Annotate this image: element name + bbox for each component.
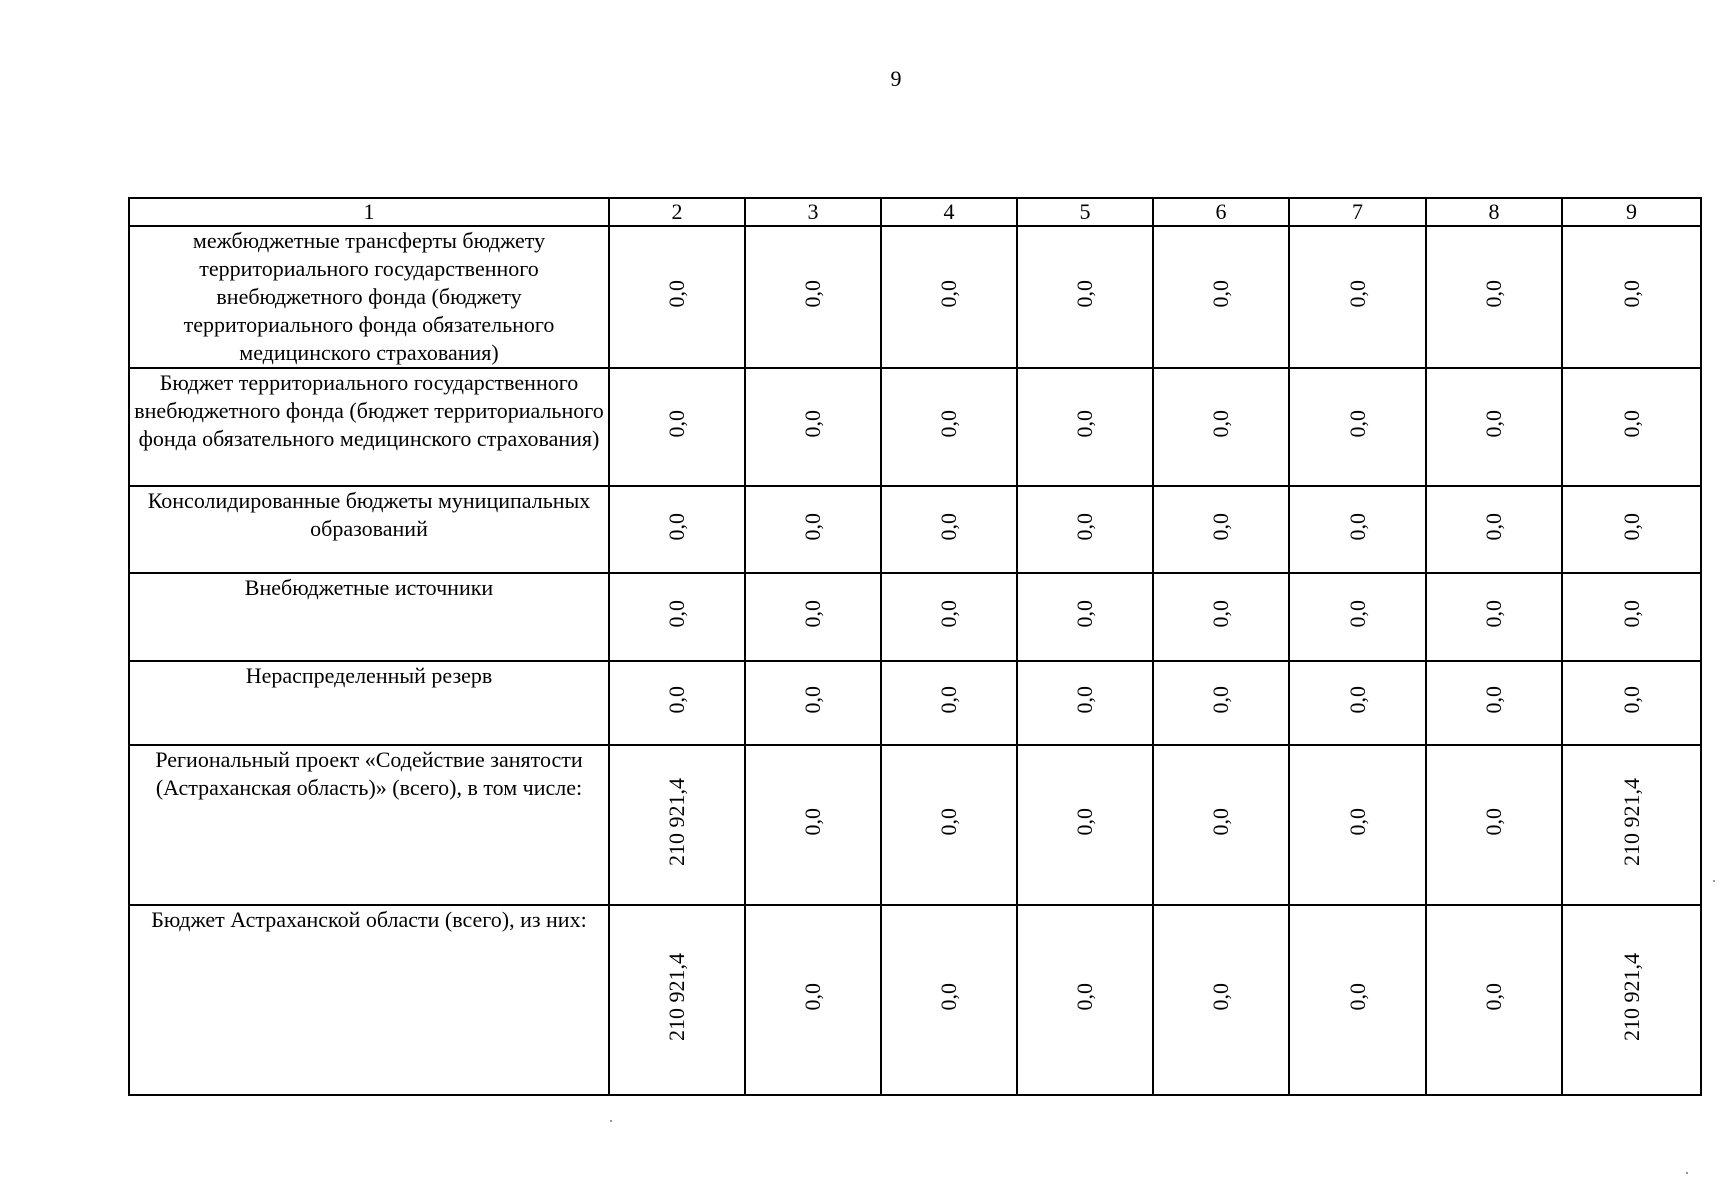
value-cell [1017,486,1153,573]
value-cell [1017,368,1153,486]
value-cell [745,368,881,486]
value-text: 0,0 [1072,808,1097,836]
value-cell [609,661,745,745]
table-row [129,226,1701,368]
value-text: 0,0 [1072,983,1097,1011]
value-text: 0,0 [1208,512,1233,541]
value-text: 0,0 [1344,600,1370,628]
value-cell [1426,745,1562,905]
value-text: 0,0 [1208,686,1233,714]
value-cell [1153,661,1289,745]
value-cell [745,905,881,1095]
value-cell [1562,226,1701,368]
value-text: 0,0 [664,280,689,308]
value-cell [1426,226,1562,368]
value-cell [1562,573,1701,661]
value-text: 0,0 [800,600,825,628]
value-cell [609,486,745,573]
value-text: 0,0 [800,280,825,308]
value-cell [609,905,745,1095]
value-text: 0,0 [1344,512,1370,541]
value-cell [1153,573,1289,661]
value-text: 0,0 [800,512,825,541]
column-header: 2 [609,198,745,226]
value-cell [1017,905,1153,1095]
budget-table [128,197,1702,1096]
value-text: 0,0 [936,808,961,836]
value-text: 210 921,4 [664,953,689,1041]
value-text: 0,0 [1481,410,1506,438]
table-row [129,486,1701,573]
value-cell [745,486,881,573]
row-label: Бюджет Астраханской области (всего), из них: [129,905,609,1095]
table-header-row [129,198,1701,226]
value-text: 0,0 [1618,600,1644,628]
value-cell [1426,573,1562,661]
row-label: Региональный проект «Содействие занятости (Астраханская область)» (всего), в том числе: [129,745,609,905]
row-label: Внебюджетные источники [129,573,609,661]
column-header: 6 [1153,198,1289,226]
value-text: 0,0 [1344,410,1370,438]
row-label: Консолидированные бюджеты муниципальных образований [129,486,609,573]
value-cell [881,573,1017,661]
value-cell [1562,905,1701,1095]
value-text: 0,0 [1618,410,1644,438]
value-text: 0,0 [936,280,961,308]
column-header: 1 [129,198,609,226]
value-text: 0,0 [800,983,825,1011]
value-text: 0,0 [1072,280,1097,308]
value-text: 0,0 [1208,280,1233,308]
value-text: 0,0 [800,808,825,836]
value-text: 0,0 [1618,280,1644,308]
value-text: 0,0 [800,686,825,714]
value-cell [881,368,1017,486]
value-cell [1562,661,1701,745]
value-text: 0,0 [1072,686,1097,714]
row-label: межбюджетные трансферты бюджету территориального государственного внебюджетного фонда (бюджету территориального фонда обязательного медицинского страхования) [129,226,609,368]
value-text: 0,0 [1072,512,1097,541]
value-cell [1426,368,1562,486]
value-cell [1153,368,1289,486]
value-cell [1289,905,1426,1095]
value-text: 0,0 [1344,983,1370,1011]
table-row [129,745,1701,905]
value-cell [1153,486,1289,573]
value-cell [1017,573,1153,661]
value-text: 0,0 [1481,808,1506,836]
value-cell [1017,745,1153,905]
value-text: 0,0 [1481,512,1506,541]
value-cell [1153,745,1289,905]
page-number: 9 [890,66,902,91]
value-text: 0,0 [664,512,689,541]
value-cell [881,661,1017,745]
value-cell [1289,661,1426,745]
value-cell [1289,745,1426,905]
table-row [129,661,1701,745]
value-text: 0,0 [1208,410,1233,438]
value-text: 0,0 [1344,280,1370,308]
value-text: 0,0 [1208,808,1233,836]
scan-speck [610,1120,612,1122]
value-text: 0,0 [1481,686,1506,714]
row-label: Нераспределенный резерв [129,661,609,745]
value-cell [609,745,745,905]
column-header: 7 [1289,198,1426,226]
value-cell [609,573,745,661]
value-text: 210 921,4 [664,778,689,866]
value-cell [1426,661,1562,745]
value-text: 0,0 [936,600,961,628]
value-cell [881,905,1017,1095]
value-cell [1562,486,1701,573]
value-cell [1289,368,1426,486]
value-text: 0,0 [800,410,825,438]
value-text: 0,0 [1208,983,1233,1011]
value-cell [745,745,881,905]
value-text: 0,0 [1481,600,1506,628]
value-text: 0,0 [936,686,961,714]
value-cell [745,661,881,745]
value-cell [1562,745,1701,905]
value-cell [1153,905,1289,1095]
value-cell [881,486,1017,573]
table-row [129,573,1701,661]
value-cell [1017,661,1153,745]
value-cell [609,226,745,368]
value-cell [745,573,881,661]
value-text: 0,0 [664,686,689,714]
value-text: 0,0 [1618,512,1644,541]
value-cell [881,745,1017,905]
value-text: 0,0 [664,600,689,628]
column-header: 9 [1562,198,1701,226]
column-header: 3 [745,198,881,226]
value-text: 0,0 [1344,808,1370,836]
value-cell [1426,905,1562,1095]
value-text: 210 921,4 [1618,778,1644,866]
table-row [129,905,1701,1095]
value-cell [1289,226,1426,368]
value-cell [1289,573,1426,661]
scan-speck [1686,1172,1688,1174]
value-cell [881,226,1017,368]
column-header: 5 [1017,198,1153,226]
value-text: 0,0 [1072,410,1097,438]
value-text: 0,0 [1481,280,1506,308]
value-text: 0,0 [1618,686,1644,714]
value-text: 0,0 [936,983,961,1011]
value-cell [1289,486,1426,573]
value-text: 0,0 [1481,983,1506,1011]
column-header: 8 [1426,198,1562,226]
value-text: 0,0 [936,410,961,438]
value-cell [1426,486,1562,573]
value-text: 0,0 [664,410,689,438]
value-cell [1017,226,1153,368]
value-text: 0,0 [1344,686,1370,714]
value-cell [609,368,745,486]
table-row [129,368,1701,486]
value-cell [745,226,881,368]
scan-speck [1713,880,1715,882]
column-header: 4 [881,198,1017,226]
value-text: 0,0 [1208,600,1233,628]
value-cell [1153,226,1289,368]
value-text: 210 921,4 [1618,953,1644,1041]
value-text: 0,0 [936,512,961,541]
value-cell [1562,368,1701,486]
value-text: 0,0 [1072,600,1097,628]
row-label: Бюджет территориального государственного внебюджетного фонда (бюджет территориального фонда обязательного медицинского страхования) [129,368,609,486]
